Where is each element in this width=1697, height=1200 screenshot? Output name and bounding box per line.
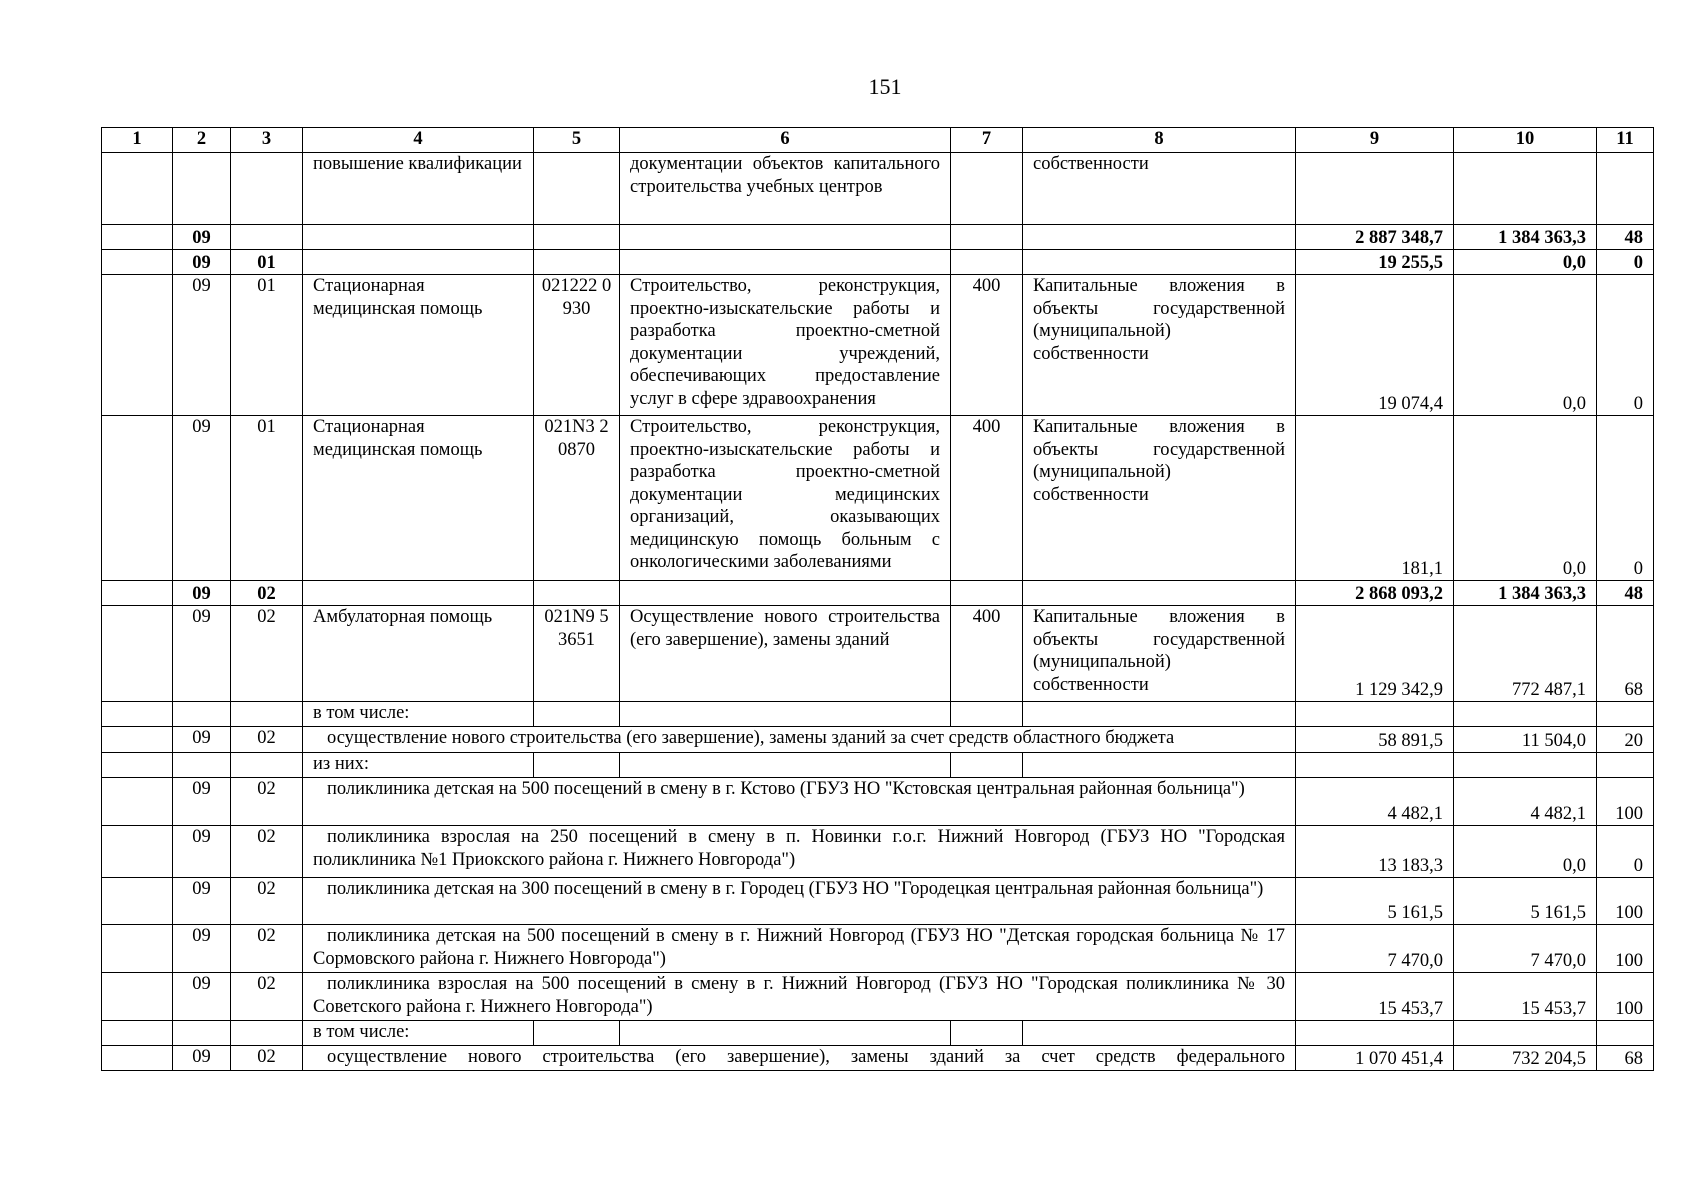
cell-empty bbox=[102, 826, 173, 878]
cell-empty bbox=[102, 153, 173, 225]
cell-subsection: 02 bbox=[231, 1046, 303, 1071]
cell-note: в том числе: bbox=[303, 1021, 534, 1046]
cell-empty bbox=[620, 1021, 951, 1046]
cell-empty bbox=[534, 1021, 620, 1046]
cell-percent: 68 bbox=[1597, 1046, 1654, 1071]
cell-empty bbox=[231, 753, 303, 778]
cell-section: 09 bbox=[173, 1046, 231, 1071]
cell-empty bbox=[620, 225, 951, 250]
cell-percent: 48 bbox=[1597, 581, 1654, 606]
cell-empty bbox=[1023, 702, 1296, 727]
cell-empty bbox=[1296, 153, 1454, 225]
cell-subsection: 02 bbox=[231, 973, 303, 1021]
cell-amount-9: 15 453,7 bbox=[1296, 973, 1454, 1021]
cell-subsection: 02 bbox=[231, 606, 303, 702]
cell-empty bbox=[620, 250, 951, 275]
table-row bbox=[102, 878, 1654, 925]
cell-amount-10: 0,0 bbox=[1454, 826, 1597, 878]
cell-empty bbox=[1454, 753, 1597, 778]
cell-empty bbox=[534, 153, 620, 225]
cell-subsection: 02 bbox=[231, 878, 303, 925]
table-row bbox=[102, 973, 1654, 1021]
cell-section: 09 bbox=[173, 727, 231, 753]
cell-detail: осуществление нового строительства (его завершение), замены зданий за счет средств областного бюджета bbox=[303, 727, 1296, 753]
cell-section: 09 bbox=[173, 606, 231, 702]
cell-expense-type: Капитальные вложения в объекты государственной (муниципальной) собственности bbox=[1023, 416, 1296, 581]
cell-empty bbox=[102, 925, 173, 973]
table-row bbox=[102, 702, 1654, 727]
cell-amount-10: 1 384 363,3 bbox=[1454, 225, 1597, 250]
cell-percent: 48 bbox=[1597, 225, 1654, 250]
cell-purpose: Стационарная медицинская помощь bbox=[303, 275, 534, 416]
cell-purpose: повышение квалификации bbox=[303, 153, 534, 225]
cell-percent: 20 bbox=[1597, 727, 1654, 753]
cell-empty bbox=[534, 753, 620, 778]
cell-section: 09 bbox=[173, 581, 231, 606]
cell-expense-code: 400 bbox=[951, 606, 1023, 702]
cell-code: 021222 0930 bbox=[534, 275, 620, 416]
table-row bbox=[102, 753, 1654, 778]
header-cell: 1 bbox=[102, 128, 173, 153]
cell-empty bbox=[1296, 1021, 1454, 1046]
cell-subsection: 01 bbox=[231, 416, 303, 581]
header-cell: 5 bbox=[534, 128, 620, 153]
table-row bbox=[102, 153, 1654, 225]
cell-empty bbox=[951, 250, 1023, 275]
cell-amount-9: 19 255,5 bbox=[1296, 250, 1454, 275]
cell-empty bbox=[951, 753, 1023, 778]
cell-amount-9: 181,1 bbox=[1296, 416, 1454, 581]
cell-empty bbox=[534, 225, 620, 250]
cell-percent: 100 bbox=[1597, 925, 1654, 973]
subtotal-row bbox=[102, 225, 1654, 250]
cell-amount-10: 15 453,7 bbox=[1454, 973, 1597, 1021]
cell-empty bbox=[173, 702, 231, 727]
cell-amount-9: 13 183,3 bbox=[1296, 826, 1454, 878]
cell-amount-10: 1 384 363,3 bbox=[1454, 581, 1597, 606]
table-row bbox=[102, 826, 1654, 878]
cell-amount-9: 2 887 348,7 bbox=[1296, 225, 1454, 250]
cell-amount-10: 5 161,5 bbox=[1454, 878, 1597, 925]
cell-empty bbox=[534, 581, 620, 606]
cell-empty bbox=[102, 581, 173, 606]
cell-section: 09 bbox=[173, 778, 231, 826]
cell-description: Строительство, реконструкция, проектно-изыскательские работы и разработка проектно-сметной документации медицинских организаций, оказывающих медицинскую помощь больным с онкологическими заболеваниями bbox=[620, 416, 951, 581]
cell-empty bbox=[102, 1021, 173, 1046]
cell-empty bbox=[951, 225, 1023, 250]
cell-empty bbox=[231, 702, 303, 727]
table-row bbox=[102, 727, 1654, 753]
cell-empty bbox=[1597, 1021, 1654, 1046]
cell-empty bbox=[102, 1046, 173, 1071]
budget-table bbox=[101, 127, 1654, 1071]
header-cell: 8 bbox=[1023, 128, 1296, 153]
cell-amount-9: 2 868 093,2 bbox=[1296, 581, 1454, 606]
page-number: 151 bbox=[868, 74, 902, 99]
cell-subsection: 01 bbox=[231, 250, 303, 275]
cell-percent: 100 bbox=[1597, 973, 1654, 1021]
cell-empty bbox=[102, 973, 173, 1021]
cell-empty bbox=[173, 1021, 231, 1046]
cell-note: в том числе: bbox=[303, 702, 534, 727]
subtotal-row bbox=[102, 581, 1654, 606]
cell-empty bbox=[102, 250, 173, 275]
cell-empty bbox=[1454, 702, 1597, 727]
cell-amount-10: 0,0 bbox=[1454, 275, 1597, 416]
table-row bbox=[102, 416, 1654, 581]
table-row bbox=[102, 925, 1654, 973]
cell-purpose: Стационарная медицинская помощь bbox=[303, 416, 534, 581]
cell-empty bbox=[303, 581, 534, 606]
table-row bbox=[102, 778, 1654, 826]
cell-empty bbox=[1597, 753, 1654, 778]
cell-empty bbox=[173, 153, 231, 225]
cell-section: 09 bbox=[173, 275, 231, 416]
cell-percent: 68 bbox=[1597, 606, 1654, 702]
cell-amount-10: 7 470,0 bbox=[1454, 925, 1597, 973]
cell-amount-10: 0,0 bbox=[1454, 416, 1597, 581]
cell-empty bbox=[1023, 1021, 1296, 1046]
header-cell: 6 bbox=[620, 128, 951, 153]
cell-code: 021N9 53651 bbox=[534, 606, 620, 702]
cell-empty bbox=[102, 727, 173, 753]
table-row bbox=[102, 606, 1654, 702]
cell-purpose: Амбулаторная помощь bbox=[303, 606, 534, 702]
cell-empty bbox=[620, 702, 951, 727]
cell-subsection: 02 bbox=[231, 581, 303, 606]
cell-detail: поликлиника детская на 500 посещений в смену в г. Нижний Новгород (ГБУЗ НО "Детская городская больница № 17 Сормовского района г. Нижнего Новгорода") bbox=[303, 925, 1296, 973]
cell-amount-9: 4 482,1 bbox=[1296, 778, 1454, 826]
cell-section: 09 bbox=[173, 973, 231, 1021]
cell-expense-code: 400 bbox=[951, 416, 1023, 581]
cell-percent: 100 bbox=[1597, 878, 1654, 925]
cell-section: 09 bbox=[173, 250, 231, 275]
cell-empty bbox=[1454, 153, 1597, 225]
cell-expense-type: собственности bbox=[1023, 153, 1296, 225]
cell-percent: 0 bbox=[1597, 826, 1654, 878]
table-row bbox=[102, 275, 1654, 416]
cell-percent: 0 bbox=[1597, 416, 1654, 581]
cell-amount-10: 11 504,0 bbox=[1454, 727, 1597, 753]
cell-detail: поликлиника взрослая на 500 посещений в смену в г. Нижний Новгород (ГБУЗ НО "Городская поликлиника № 30 Советского района г. Нижнего Новгорода") bbox=[303, 973, 1296, 1021]
cell-empty bbox=[1454, 1021, 1597, 1046]
cell-amount-10: 732 204,5 bbox=[1454, 1046, 1597, 1071]
table-row bbox=[102, 1046, 1654, 1071]
cell-expense-type: Капитальные вложения в объекты государственной (муниципальной) собственности bbox=[1023, 275, 1296, 416]
cell-detail: поликлиника взрослая на 250 посещений в смену в п. Новинки г.о.г. Нижний Новгород (ГБУЗ НО "Городская поликлиника №1 Приокского района г. Нижнего Новгорода") bbox=[303, 826, 1296, 878]
header-cell: 11 bbox=[1597, 128, 1654, 153]
cell-subsection: 02 bbox=[231, 826, 303, 878]
cell-empty bbox=[1597, 153, 1654, 225]
cell-empty bbox=[102, 606, 173, 702]
cell-empty bbox=[303, 250, 534, 275]
cell-empty bbox=[1023, 581, 1296, 606]
subtotal-row bbox=[102, 250, 1654, 275]
cell-empty bbox=[102, 778, 173, 826]
cell-empty bbox=[303, 225, 534, 250]
cell-section: 09 bbox=[173, 878, 231, 925]
header-cell: 9 bbox=[1296, 128, 1454, 153]
cell-expense-type: Капитальные вложения в объекты государственной (муниципальной) собственности bbox=[1023, 606, 1296, 702]
cell-empty bbox=[102, 416, 173, 581]
cell-empty bbox=[620, 581, 951, 606]
cell-description: Строительство, реконструкция, проектно-изыскательские работы и разработка проектно-сметной документации учреждений, обеспечивающих предоставление услуг в сфере здравоохранения bbox=[620, 275, 951, 416]
cell-empty bbox=[951, 581, 1023, 606]
cell-empty bbox=[951, 1021, 1023, 1046]
cell-amount-9: 58 891,5 bbox=[1296, 727, 1454, 753]
cell-subsection: 02 bbox=[231, 727, 303, 753]
cell-empty bbox=[231, 1021, 303, 1046]
cell-subsection: 01 bbox=[231, 275, 303, 416]
cell-empty bbox=[1597, 702, 1654, 727]
cell-empty bbox=[534, 250, 620, 275]
cell-empty bbox=[620, 753, 951, 778]
cell-empty bbox=[102, 225, 173, 250]
cell-section: 09 bbox=[173, 225, 231, 250]
cell-amount-9: 1 070 451,4 bbox=[1296, 1046, 1454, 1071]
cell-percent: 100 bbox=[1597, 778, 1654, 826]
cell-empty bbox=[102, 275, 173, 416]
cell-percent: 0 bbox=[1597, 250, 1654, 275]
cell-empty bbox=[173, 753, 231, 778]
cell-empty bbox=[1296, 702, 1454, 727]
cell-subsection: 02 bbox=[231, 925, 303, 973]
cell-detail: осуществление нового строительства (его завершение), замены зданий за счет средств федерального bbox=[303, 1046, 1296, 1071]
header-cell: 7 bbox=[951, 128, 1023, 153]
cell-empty bbox=[1023, 250, 1296, 275]
header-cell: 10 bbox=[1454, 128, 1597, 153]
cell-amount-9: 1 129 342,9 bbox=[1296, 606, 1454, 702]
cell-empty bbox=[1296, 753, 1454, 778]
header-row bbox=[102, 128, 1654, 153]
cell-amount-9: 7 470,0 bbox=[1296, 925, 1454, 973]
cell-empty bbox=[1023, 225, 1296, 250]
cell-empty bbox=[951, 702, 1023, 727]
cell-empty bbox=[102, 878, 173, 925]
cell-code: 021N3 20870 bbox=[534, 416, 620, 581]
cell-empty bbox=[102, 753, 173, 778]
table-row bbox=[102, 1021, 1654, 1046]
cell-expense-code: 400 bbox=[951, 275, 1023, 416]
cell-section: 09 bbox=[173, 925, 231, 973]
cell-description: Осуществление нового строительства (его завершение), замены зданий bbox=[620, 606, 951, 702]
cell-empty bbox=[534, 702, 620, 727]
cell-amount-9: 5 161,5 bbox=[1296, 878, 1454, 925]
header-cell: 3 bbox=[231, 128, 303, 153]
cell-detail: поликлиника детская на 500 посещений в смену в г. Кстово (ГБУЗ НО "Кстовская центральная районная больница") bbox=[303, 778, 1296, 826]
header-cell: 4 bbox=[303, 128, 534, 153]
cell-subsection: 02 bbox=[231, 778, 303, 826]
cell-empty bbox=[1023, 753, 1296, 778]
cell-description: документации объектов капитального строительства учебных центров bbox=[620, 153, 951, 225]
cell-empty bbox=[231, 153, 303, 225]
cell-amount-10: 4 482,1 bbox=[1454, 778, 1597, 826]
cell-empty bbox=[102, 702, 173, 727]
cell-section: 09 bbox=[173, 416, 231, 581]
cell-section: 09 bbox=[173, 826, 231, 878]
header-cell: 2 bbox=[173, 128, 231, 153]
cell-empty bbox=[951, 153, 1023, 225]
cell-empty bbox=[231, 225, 303, 250]
cell-amount-9: 19 074,4 bbox=[1296, 275, 1454, 416]
cell-note: из них: bbox=[303, 753, 534, 778]
cell-detail: поликлиника детская на 300 посещений в смену в г. Городец (ГБУЗ НО "Городецкая центральная районная больница") bbox=[303, 878, 1296, 925]
cell-percent: 0 bbox=[1597, 275, 1654, 416]
cell-amount-10: 0,0 bbox=[1454, 250, 1597, 275]
cell-amount-10: 772 487,1 bbox=[1454, 606, 1597, 702]
